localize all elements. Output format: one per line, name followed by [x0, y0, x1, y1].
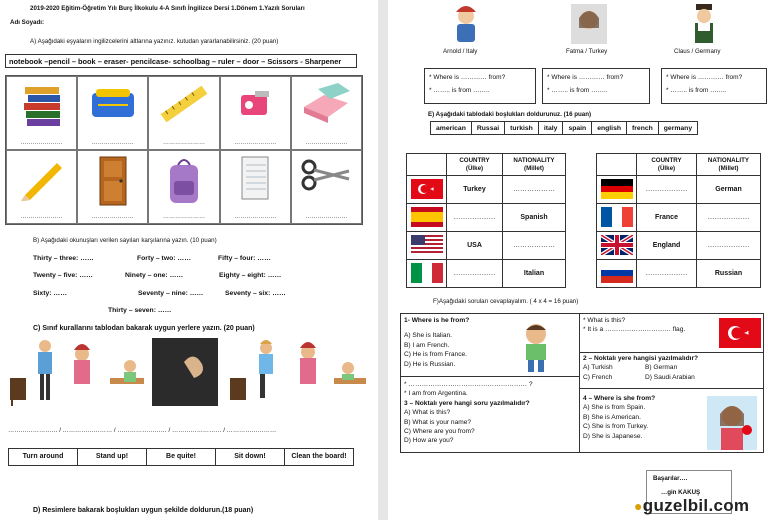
- uk-flag-icon: [601, 235, 633, 255]
- nationality-header: NATIONALITY: [707, 156, 750, 164]
- turkey-flag-icon: [719, 318, 761, 348]
- question-2-title: 2 – Noktalı yere hangisi yazılmalıdır?: [583, 355, 699, 362]
- name-label: Adı Soyadı:: [10, 19, 45, 26]
- success-text: Başarılar….: [653, 475, 688, 482]
- what-line: * What is this?: [583, 317, 626, 324]
- picture-cell[interactable]: [77, 150, 148, 224]
- number-item: Eighty – eight: ……: [219, 272, 282, 279]
- section-d-title: D) Resimlere bakarak boşlukları uygun şekilde doldurun.(18 puan): [33, 507, 254, 514]
- option[interactable]: B) She is American.: [583, 413, 641, 421]
- option[interactable]: A) She is from Spain.: [583, 404, 646, 412]
- nationality-cell: Spanish: [503, 204, 566, 232]
- watermark: ●guzelbil.com: [634, 496, 750, 515]
- nationality-cell: German: [697, 176, 761, 204]
- teacher-name: …gin KAKUŞ: [661, 489, 701, 496]
- word-bank-item: english: [592, 122, 627, 134]
- country-header: COUNTRY: [651, 156, 682, 164]
- fatma-picture: [571, 4, 607, 44]
- country-cell: ………………: [447, 260, 503, 288]
- germany-flag-icon: [601, 179, 633, 199]
- word-box: notebook –pencil – book – eraser- pencilcase- schoolbag – ruler – door – Scissors - Sharpener: [5, 54, 357, 68]
- picture-cell[interactable]: [6, 150, 77, 224]
- answer-dots: …………………: [20, 214, 63, 220]
- scissors-icon: [299, 155, 353, 195]
- answer-dots: …………………: [305, 140, 348, 146]
- country-cell: ………………: [637, 176, 697, 204]
- option[interactable]: C) French: [583, 373, 613, 381]
- section-c-title: C) Sınıf kurallarını tablodan bakarak uygun yerlere yazın. (20 puan): [33, 325, 255, 332]
- word-bank-item: germany: [663, 125, 693, 132]
- is-from-line: * …….. is from ……..: [429, 87, 490, 94]
- where-box-2: [542, 68, 650, 104]
- question-1-title: 1- Where is he from?: [404, 317, 470, 324]
- answer-dots: …………………: [234, 214, 277, 220]
- france-flag-icon: [601, 207, 633, 227]
- arnold-caption: Arnold / Italy: [443, 48, 478, 55]
- answer-dots: …………………: [162, 140, 205, 146]
- rule-clean-board: Clean the board!: [284, 448, 354, 466]
- answer-dots: …………………: [91, 140, 134, 146]
- is-from-line: * …….. is from ……..: [666, 87, 727, 94]
- quiz-box: [400, 313, 764, 453]
- question-4: [583, 394, 655, 441]
- word-bank-item: italy: [539, 122, 564, 134]
- picture-cell[interactable]: [220, 76, 291, 150]
- door-icon: [96, 155, 130, 207]
- country-cell: ………………: [637, 260, 697, 288]
- option[interactable]: D) Saudi Arabian: [645, 373, 695, 381]
- option[interactable]: A) Turkish: [583, 364, 613, 372]
- nationality-cell: Russian: [697, 260, 761, 288]
- russia-flag-icon: [601, 263, 633, 283]
- question-3: [404, 380, 533, 446]
- italy-flag-icon: [411, 263, 443, 283]
- option[interactable]: C) He is from France.: [404, 351, 468, 359]
- answer-dots: …………………: [20, 140, 63, 146]
- pencil-case-icon: [88, 81, 138, 125]
- picture-cell[interactable]: [6, 76, 77, 150]
- rule-turn-around: Turn around: [8, 448, 78, 466]
- option[interactable]: D) He is Russian.: [404, 360, 456, 368]
- country-cell: Turkey: [447, 176, 503, 204]
- left-page: [0, 0, 378, 520]
- rule-stand-up: Stand up!: [77, 448, 147, 466]
- picture-cell[interactable]: [77, 76, 148, 150]
- where-box-1: [424, 68, 536, 104]
- turkey-flag-icon: [411, 179, 443, 199]
- rules-answer-line: …………………… / …………………… / …………………… / …………………… / ……………………: [8, 427, 277, 434]
- turn-around-picture: [10, 338, 150, 408]
- pencil-icon: [17, 155, 67, 201]
- is-from-line: * …….. is from ……..: [547, 87, 608, 94]
- option[interactable]: C) Where are you from?: [404, 428, 475, 436]
- where-line: * Where is ………… from?: [429, 74, 506, 81]
- number-item: Ninety – one: ……: [125, 272, 184, 279]
- nationality-cell: ………………: [503, 232, 566, 260]
- ruler-icon: [159, 81, 209, 125]
- picture-cell[interactable]: [220, 150, 291, 224]
- country-cell: England: [637, 232, 697, 260]
- section-f-title: F)Aşağıdaki soruları cevaplayalım. ( 4 x 4 = 16 puan): [433, 298, 579, 305]
- boy-picture: [516, 320, 556, 372]
- section-e-title: E) Aşağıdaki tablodaki boşlukları doldurunuz. (16 puan): [428, 111, 592, 118]
- option[interactable]: D) How are you?: [404, 437, 454, 445]
- country-cell: ………………: [447, 204, 503, 232]
- picture-cell[interactable]: [148, 76, 219, 150]
- right-page: [388, 0, 768, 520]
- number-item: Thirty – three: ……: [33, 255, 94, 262]
- number-item: Twenty – five: ……: [33, 272, 93, 279]
- word-bank: [430, 121, 698, 135]
- question-4-title: 4 – Where is she from?: [583, 395, 656, 402]
- country-table-2: [596, 153, 761, 288]
- schoolbag-icon: [164, 155, 204, 207]
- rule-be-quite: Be quite!: [146, 448, 216, 466]
- claus-picture: [686, 4, 722, 44]
- fatma-caption: Fatma / Turkey: [566, 48, 608, 55]
- books-icon: [20, 81, 64, 131]
- nationality-cell: ………………: [697, 204, 761, 232]
- where-line: * Where is ………… from?: [666, 74, 743, 81]
- eraser-icon: [298, 81, 354, 127]
- section-b-title: B) Aşağıdaki okunuşları verilen sayıları karşılarına yazın. (10 puan): [33, 237, 217, 244]
- option[interactable]: D) She is Japanese.: [583, 432, 643, 440]
- picture-cell[interactable]: [291, 150, 362, 224]
- claus-caption: Claus / Germany: [674, 48, 721, 55]
- option[interactable]: B) I am French.: [404, 341, 450, 349]
- word-bank-item: Russai: [472, 122, 505, 134]
- blank-question: * ……………………………………………… ?: [404, 381, 533, 388]
- sharpener-icon: [233, 81, 277, 125]
- sit-down-picture: [230, 338, 370, 408]
- bulb-icon: ●: [634, 498, 643, 514]
- arnold-picture: [448, 4, 484, 44]
- nationality-cell: ………………: [503, 176, 566, 204]
- where-line: * Where is ………… from?: [547, 74, 624, 81]
- nationality-header-tr: (Millet): [524, 164, 544, 172]
- section-a-title: A) Aşağıdaki eşyaların ingilizcelerini altlarına yazınız. kutudan yararlanabilirsiniz. (20 puan): [30, 38, 279, 45]
- country-cell: France: [637, 204, 697, 232]
- question-top-right: [583, 316, 685, 335]
- word-bank-item: spain: [563, 122, 592, 134]
- option[interactable]: C) She is from Turkey.: [583, 423, 649, 431]
- usa-flag-icon: [411, 235, 443, 255]
- exam-header: 2019-2020 Eğitim-Öğretim Yılı Burç İlkokulu 4-A Sınıfı İngilizce Dersi 1.Dönem 1.Yazılı Soruları: [30, 5, 305, 12]
- number-item: Forty – two: ……: [137, 255, 191, 262]
- word-bank-item: turkish: [505, 122, 539, 134]
- where-box-3: [661, 68, 767, 104]
- country-cell: USA: [447, 232, 503, 260]
- question-3-title: 3 – Noktalı yere hangi soru yazılmalıdır?: [404, 399, 530, 407]
- word-bank-item: american: [431, 122, 472, 134]
- option[interactable]: A) What is this?: [404, 409, 451, 417]
- word-bank-item: french: [627, 122, 659, 134]
- country-header-tr: (Ülke): [657, 164, 676, 172]
- picture-grid: [5, 75, 363, 225]
- option[interactable]: B) What is your name?: [404, 418, 472, 426]
- country-table-1: [406, 153, 566, 288]
- picture-cell[interactable]: [291, 76, 362, 150]
- nationality-cell: Italian: [503, 260, 566, 288]
- spain-flag-icon: [411, 207, 443, 227]
- number-item: Fifty – four: ……: [218, 255, 271, 262]
- option[interactable]: A) She is Italian.: [404, 332, 453, 340]
- option[interactable]: B) German: [645, 364, 678, 372]
- country-header-tr: (Ülke): [465, 164, 484, 172]
- girl-picture: [707, 396, 757, 450]
- answer-dots: …………………: [91, 214, 134, 220]
- question-2: [583, 354, 698, 382]
- country-header: COUNTRY: [459, 156, 490, 164]
- board-picture: [152, 338, 218, 406]
- nationality-header: NATIONALITY: [513, 156, 555, 164]
- answer-dots: …………………: [234, 140, 277, 146]
- flag-line: * It is a ………………………… flag.: [583, 326, 686, 334]
- number-item: Seventy – six: ……: [225, 290, 286, 297]
- picture-cell[interactable]: [148, 150, 219, 224]
- number-item: Seventy – nine: ……: [138, 290, 204, 297]
- rule-sit-down: Sit down!: [215, 448, 285, 466]
- answer-dots: …………………: [305, 214, 348, 220]
- question-1: [404, 316, 469, 369]
- answer-line: * I am from Argentina.: [404, 390, 468, 398]
- nationality-header-tr: (Millet): [718, 164, 739, 172]
- answer-dots: …………………: [162, 214, 205, 220]
- number-item: Thirty – seven: ……: [108, 307, 172, 314]
- number-item: Sixty: ……: [33, 290, 67, 297]
- page-gap: [378, 0, 388, 520]
- nationality-cell: ………………: [697, 232, 761, 260]
- notebook-icon: [238, 155, 272, 203]
